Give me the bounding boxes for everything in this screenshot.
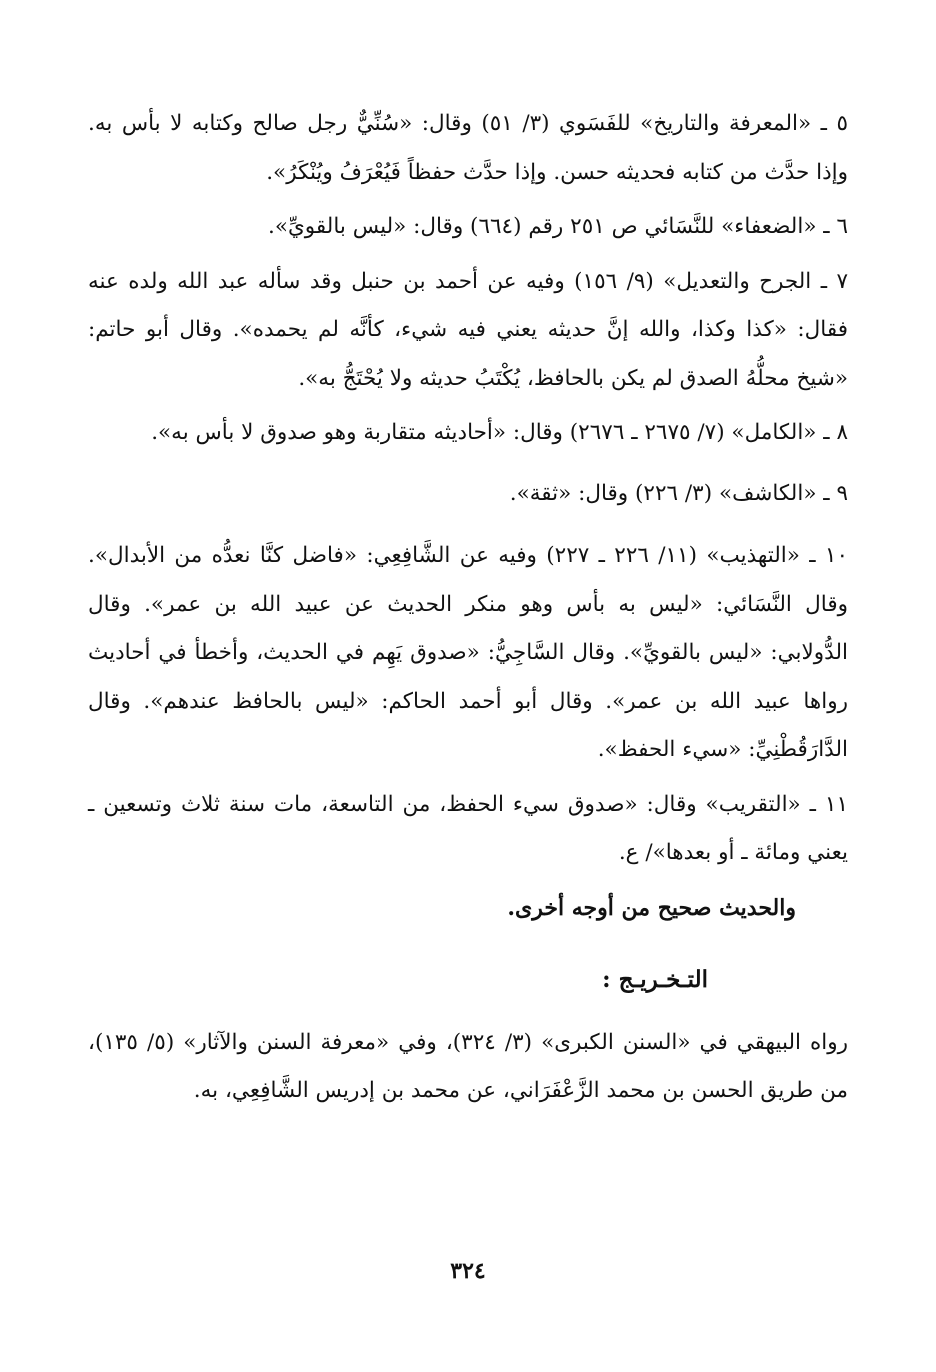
takhrij-heading: التـخـريـج : — [602, 966, 708, 993]
page-number: ٣٢٤ — [450, 1258, 486, 1284]
entry-8: ٨ ـ «الكامل» (٧/ ٢٦٧٥ ـ ٢٦٧٦) وقال: «أحاديثه متقاربة وهو صدوق لا بأس به». — [151, 420, 848, 445]
main-text — [88, 100, 848, 1122]
entry-6: ٦ ـ «الضعفاء» للنَّسَائي ص ٢٥١ رقم (٦٦٤) وقال: «ليس بالقويِّ». — [267, 214, 848, 239]
entry-7: ٧ ـ الجرح والتعديل» (٩/ ١٥٦) وفيه عن أحمد بن حنبل وقد سأله عبد الله ولده عنه فقال: «كذا وكذا، والله إنَّ حديثه يعني فيه شيء، كأنَّه لم يحمده». وقال أبو حاتم: «شيخ محلُّهُ الصدق لم يكن بالحافظ، يُكْتَبُ حديثه ولا يُحْتَجُّ به». — [88, 268, 848, 391]
entry-9: ٩ ـ «الكاشف» (٣/ ٢٢٦) وقال: «ثقة». — [509, 480, 848, 506]
entry-10: ١٠ ـ «التهذيب» (١١/ ٢٢٦ ـ ٢٢٧) وفيه عن الشَّافِعِي: «فاضل كنَّا نعدُّه من الأبدال». وقال النَّسَائي: «ليس به بأس وهو منكر الحديث عن عبيد الله بن عمر». وقال الدُّولابي: «ليس بالقويِّ». وقال السَّاجِيُّ: «صدوق يَهِم في الحديث، وأخطأ في أحاديث رواها عبيد الله بن عمر». وقال أبو أحمد الحاكم: «ليس بالحافظ عندهم». وقال الدَّارَقُطْنِيِّ: «سيء الحفظ». — [88, 543, 849, 762]
entry-11: ١١ ـ «التقريب» وقال: «صدوق سيء الحفظ، من التاسعة، مات سنة ثلاث وتسعين ـ يعني ومائة ـ أو بعدها»/ ع. — [88, 791, 848, 865]
entry-5: ٥ ـ «المعرفة والتاريخ» للفَسَوي (٣/ ٥١) وقال: «سُنِّيٌّ رجل صالح وكتابه لا بأس به. وإذا حدَّث من كتابه فحديثه حسن. وإذا حدَّث حفظاً فَيُعْرَفُ ويُنْكَرُ». — [88, 111, 848, 185]
conclusion-line: والحديث صحيح من أوجه أخرى. — [507, 894, 796, 921]
takhrij-paragraph: رواه البيهقي في «السنن الكبرى» (٣/ ٣٢٤)، وفي «معرفة السنن والآثار» (٥/ ١٣٥)، من طريق الحسن بن محمد الزَّعْفَرَاني، عن محمد بن إدريس الشَّافِعِي، به. — [88, 1029, 848, 1103]
